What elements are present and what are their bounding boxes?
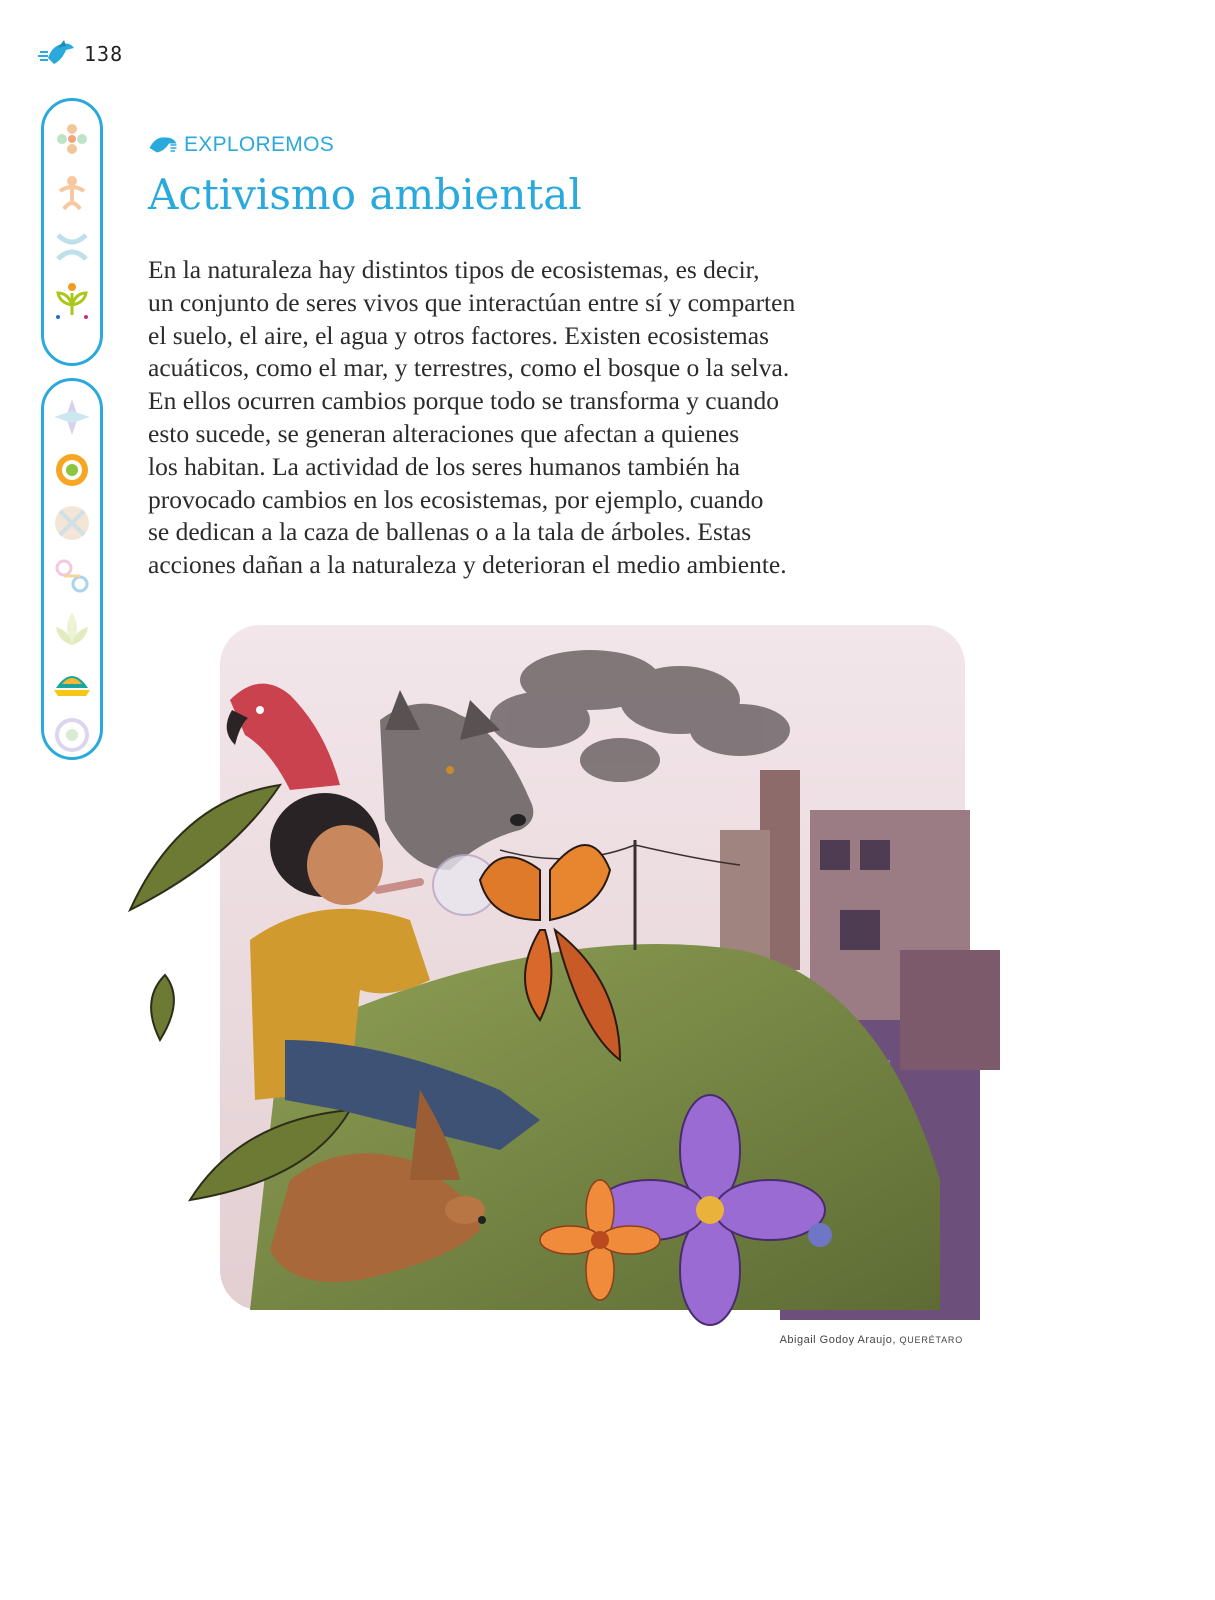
body-line: acuáticos, como el mar, y terrestres, como el bosque o la selva. <box>148 353 790 383</box>
hummingbird-icon <box>36 38 76 70</box>
section-tag-label: EXPLOREMOS <box>184 133 335 156</box>
body-line: un conjunto de seres vivos que interactúan entre sí y comparten <box>148 287 796 317</box>
star-icon[interactable] <box>50 395 94 438</box>
illustration-credit <box>780 1334 963 1346</box>
page-number: 138 <box>84 42 124 66</box>
body-line: los habitan. La actividad de los seres humanos también ha <box>148 451 741 481</box>
body-line: En ellos ocurren cambios porque todo se transforma y cuando <box>148 386 779 416</box>
credit-name: Abigail Godoy Araujo, <box>779 1334 896 1346</box>
illustration <box>120 620 1020 1355</box>
sprout-icon[interactable] <box>50 279 94 323</box>
sidebar-rail-bottom <box>41 378 103 760</box>
sidebar-rail-top <box>41 98 103 366</box>
interlock-icon[interactable] <box>50 225 94 269</box>
link-icon[interactable] <box>50 554 94 597</box>
body-line: el suelo, el aire, el agua y otros factores. Existen ecosistemas <box>148 320 769 350</box>
hummingbird-icon <box>148 133 178 157</box>
spiral-icon[interactable] <box>50 448 94 491</box>
turtle-icon[interactable] <box>50 661 94 704</box>
credit-place: QUERÉTARO <box>899 1335 963 1345</box>
body-line: acciones dañan a la naturaleza y deterioran el medio ambiente. <box>148 550 787 580</box>
circle-icon[interactable] <box>50 714 94 757</box>
page-title: Activismo ambiental <box>148 170 582 219</box>
body-line: provocado cambios en los ecosistemas, por ejemplo, cuando <box>148 484 764 514</box>
body-line: se dedican a la caza de ballenas o a la tala de árboles. Estas <box>148 517 752 547</box>
window-icon[interactable] <box>50 501 94 544</box>
section-tag <box>148 133 334 157</box>
body-line: esto sucede, se generan alteraciones que afectan a quienes <box>148 418 740 448</box>
flower-icon[interactable] <box>50 117 94 161</box>
page-header <box>36 38 123 70</box>
lotus-icon[interactable] <box>50 608 94 651</box>
body-line: En la naturaleza hay distintos tipos de ecosistemas, es decir, <box>148 255 760 284</box>
body-paragraph <box>148 254 948 582</box>
figure-icon[interactable] <box>50 171 94 215</box>
